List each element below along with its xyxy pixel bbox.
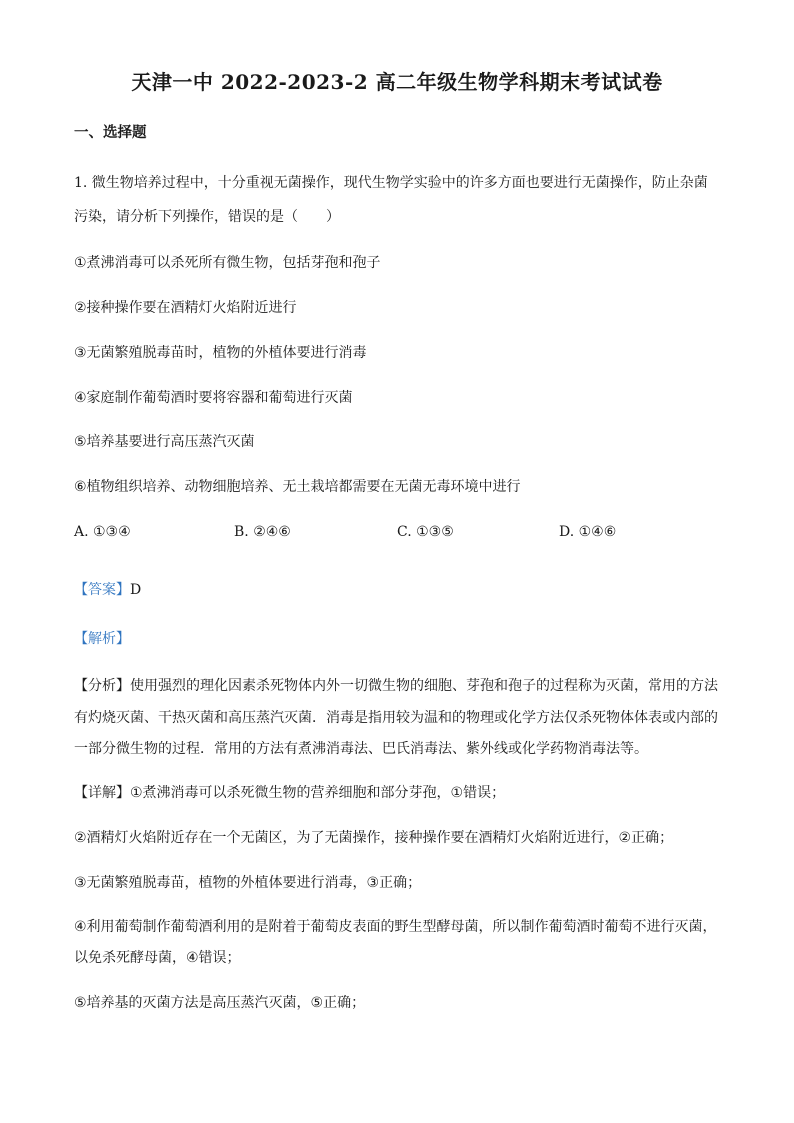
- question-stem-line-1: 1. 微生物培养过程中，十分重视无菌操作，现代生物学实验中的许多方面也要进行无菌操作，防止杂菌: [74, 175, 708, 191]
- option-c: C. ①③⑤: [397, 524, 454, 540]
- question-number: 1.: [74, 175, 88, 191]
- page-title: 天津一中 2022-2023-2 高二年级生物学科期末考试试卷: [131, 70, 663, 94]
- fenxi-line-2: 有灼烧灭菌、干热灭菌和高压蒸汽灭菌．消毒是指用较为温和的物理或化学方法仅杀死物体体表或内部的: [74, 710, 718, 726]
- answer-line: [74, 579, 141, 599]
- xiangjie-line-3: ③无菌繁殖脱毒苗，植物的外植体要进行消毒，③正确；: [74, 875, 422, 891]
- statement-2: ②接种操作要在酒精灯火焰附近进行: [74, 300, 297, 316]
- statement-3: ③无菌繁殖脱毒苗时，植物的外植体要进行消毒: [74, 345, 367, 361]
- option-b: B. ②④⑥: [234, 524, 291, 540]
- xiangjie-line-4: ④利用葡萄制作葡萄酒利用的是附着于葡萄皮表面的野生型酵母菌，所以制作葡萄酒时葡萄不进行灭菌，: [74, 919, 717, 935]
- fenxi-line-1: 【分析】使用强烈的理化因素杀死物体内外一切微生物的细胞、芽孢和孢子的过程称为灭菌，常用的方法: [74, 678, 718, 694]
- fenxi-tag: 【分析】: [74, 678, 130, 694]
- statement-6: ⑥植物组织培养、动物细胞培养、无土栽培都需要在无菌无毒环境中进行: [74, 479, 521, 495]
- question-stem-line-2: 污染，请分析下列操作，错误的是（ ）: [74, 209, 340, 225]
- fenxi-line-3: 一部分微生物的过程．常用的方法有煮沸消毒法、巴氏消毒法、紫外线或化学药物消毒法等。: [74, 741, 648, 757]
- xiangjie-line-6: ⑤培养基的灭菌方法是高压蒸汽灭菌，⑤正确；: [74, 995, 366, 1011]
- xiangjie-tag: 【详解】: [74, 785, 130, 801]
- statement-5: ⑤培养基要进行高压蒸汽灭菌: [74, 434, 255, 450]
- section-heading: 一、选择题: [74, 125, 147, 141]
- statement-4: ④家庭制作葡萄酒时要将容器和葡萄进行灭菌: [74, 390, 353, 406]
- xiangjie-line-2: ②酒精灯火焰附近存在一个无菌区，为了无菌操作，接种操作要在酒精灯火焰附近进行，②正确；: [74, 830, 674, 846]
- statement-1: ①煮沸消毒可以杀死所有微生物，包括芽孢和孢子: [74, 255, 381, 271]
- answer-value: D: [130, 582, 142, 598]
- xiangjie-line-1: 【详解】①煮沸消毒可以杀死微生物的营养细胞和部分芽孢，①错误；: [74, 785, 506, 801]
- option-a: A. ①③④: [74, 524, 131, 540]
- option-d: D. ①④⑥: [559, 524, 617, 540]
- xiangjie-line-5: 以免杀死酵母菌，④错误；: [74, 950, 241, 966]
- analysis-heading: 【解析】: [74, 631, 130, 647]
- answer-tag: 【答案】: [74, 582, 130, 598]
